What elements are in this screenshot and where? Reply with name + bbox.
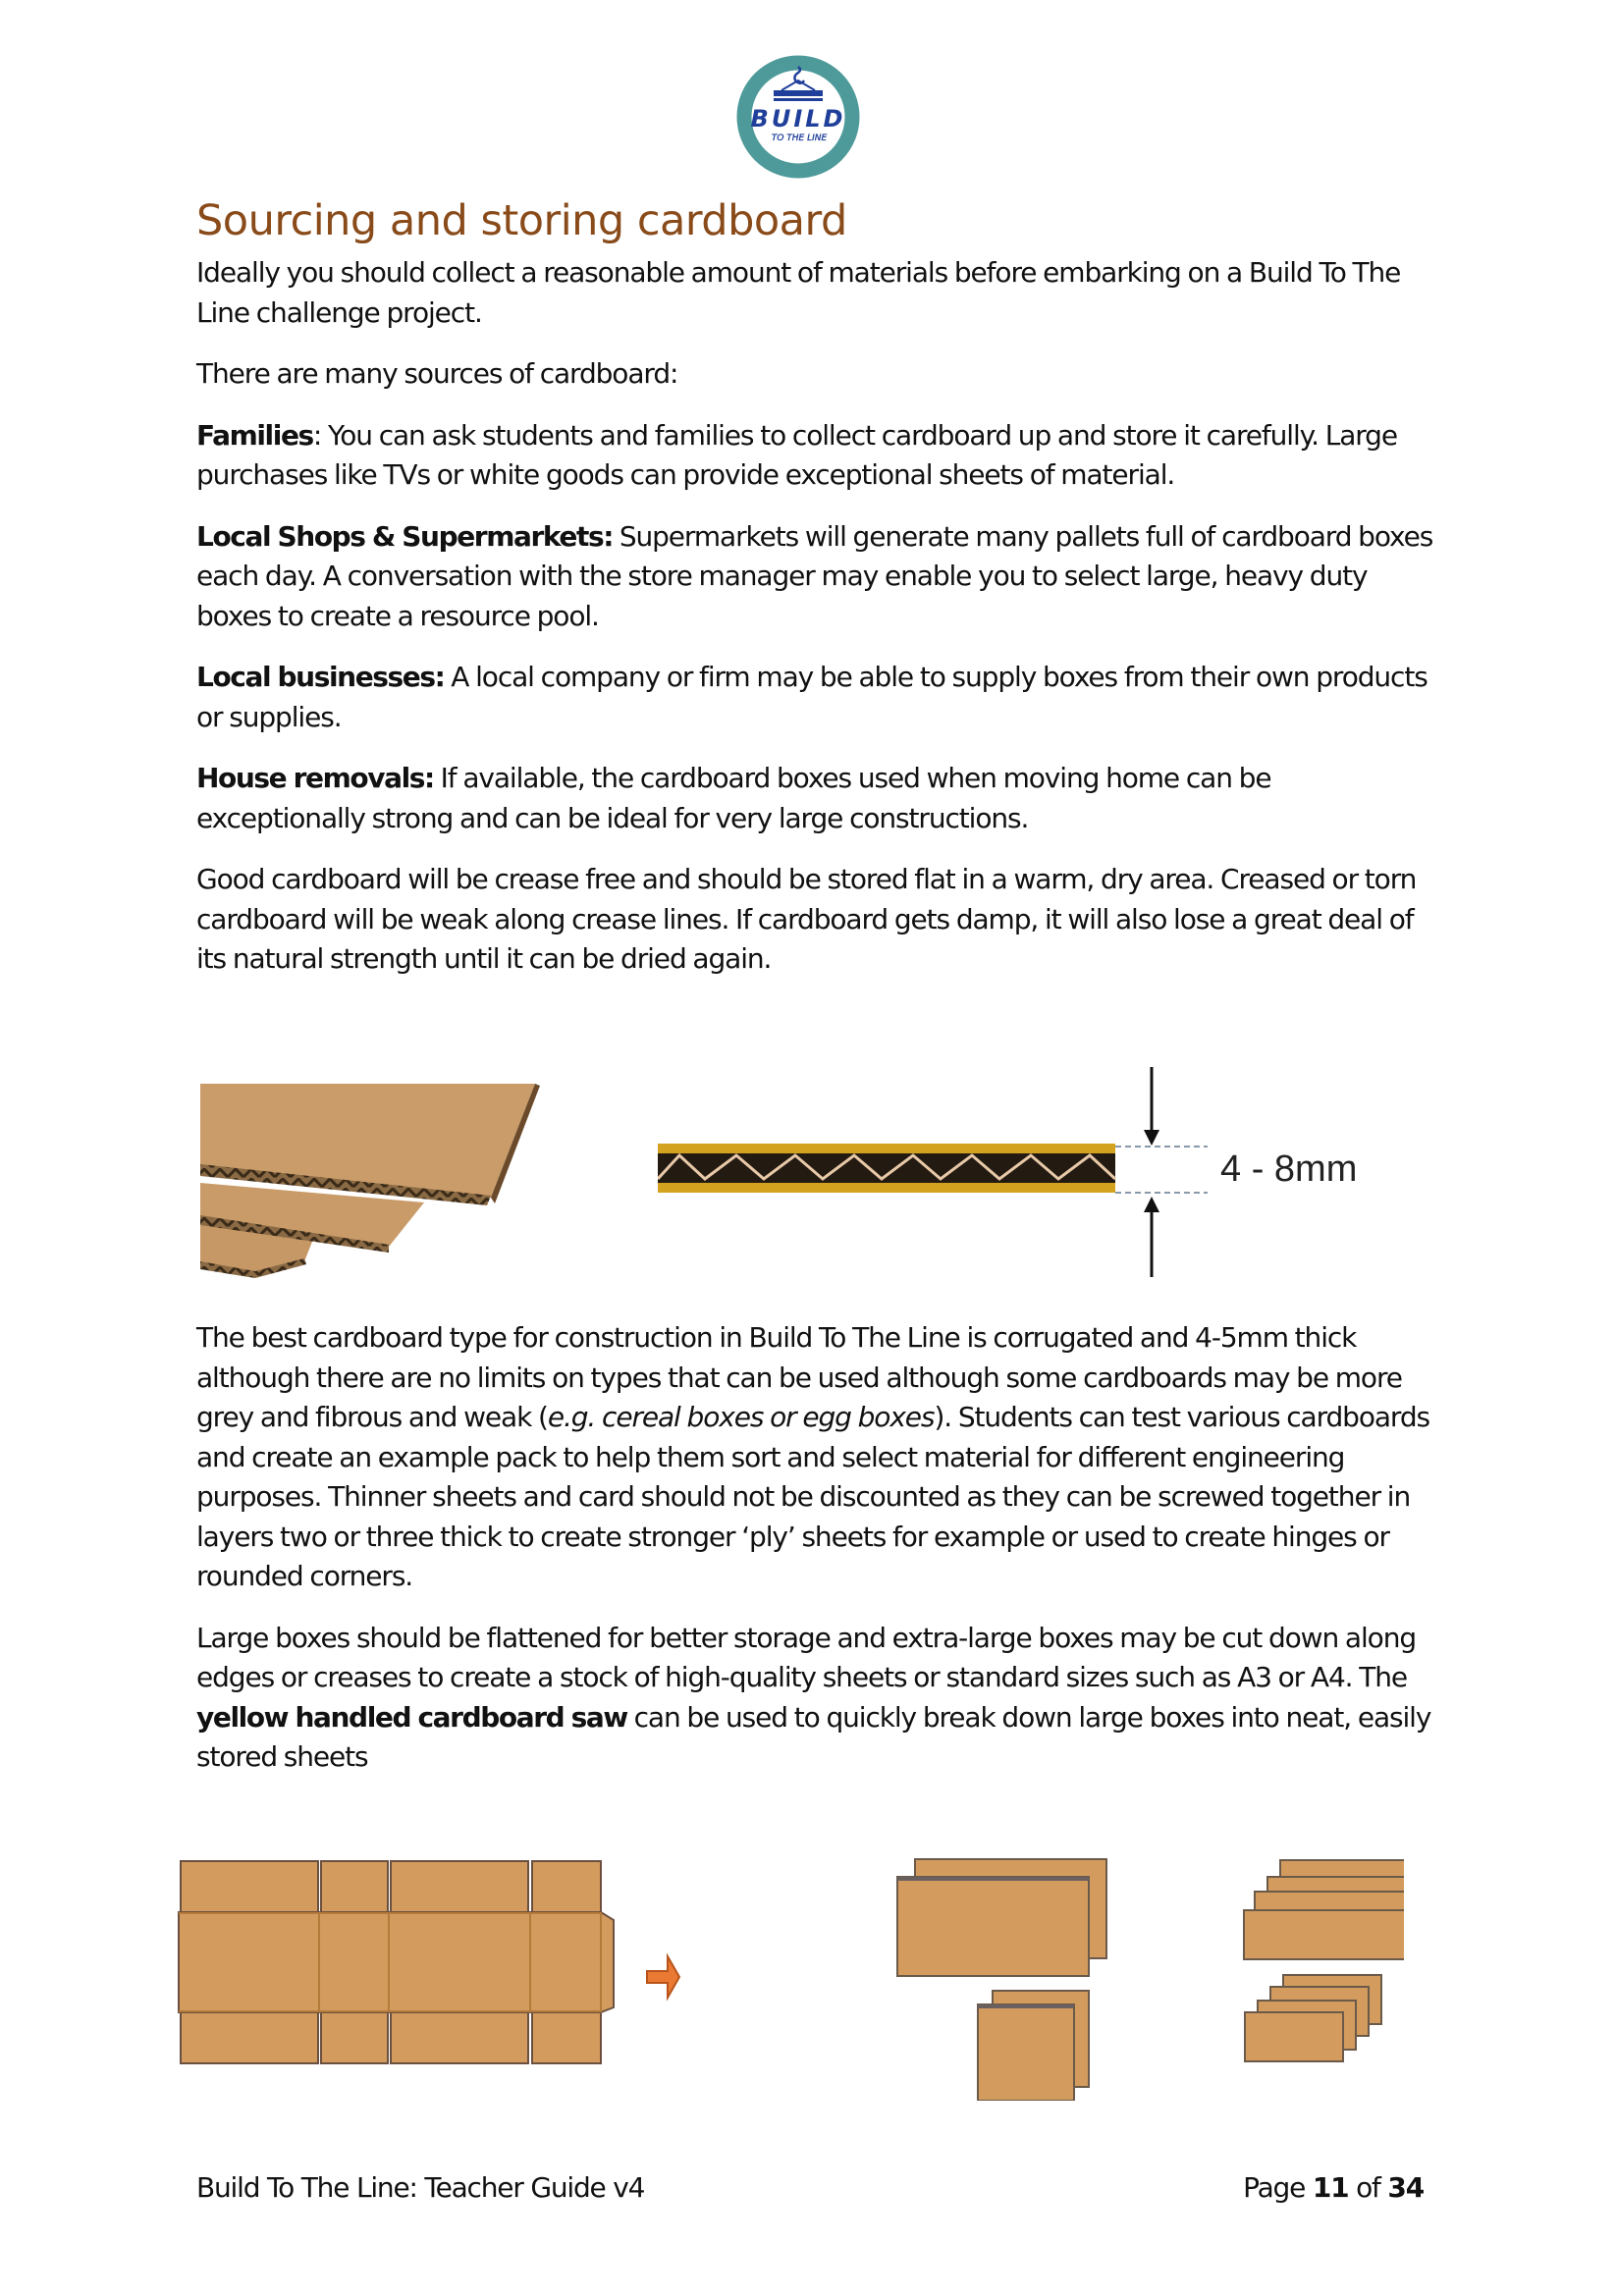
cardboard-saw-highlight: yellow handled cardboard saw xyxy=(196,1700,627,1734)
down-arrow-icon xyxy=(1144,1067,1159,1146)
current-page: 11 xyxy=(1312,2171,1349,2204)
families-text: : You can ask students and families to collect cardboard up and store it carefully. Large purchases like TVs or white goods can provide exceptional sheets of material. xyxy=(196,418,1397,491)
logo-icon xyxy=(734,53,862,181)
best-type-example: e.g. cereal boxes or egg boxes xyxy=(547,1401,935,1433)
cardboard-cross-section-diagram xyxy=(658,1063,1208,1289)
box-breakdown-diagram xyxy=(177,1855,1404,2101)
removals-paragraph xyxy=(196,759,1443,838)
page-title: Sourcing and storing cardboard xyxy=(196,196,847,245)
page-word: Page xyxy=(1243,2171,1306,2204)
businesses-text: A local company or firm may be able to supply boxes from their own products or supplies. xyxy=(196,661,1427,733)
small-sheets-stack xyxy=(1245,1975,1381,2061)
best-type-paragraph xyxy=(196,1318,1443,1597)
removals-label: House removals: xyxy=(196,762,434,794)
intro-paragraph: Ideally you should collect a reasonable amount of materials before embarking on a Build To The Line challenge project. xyxy=(196,256,1401,329)
families-label: Families xyxy=(196,418,313,452)
families-paragraph xyxy=(196,416,1443,496)
flatten-text-2: can be used to quickly break down large boxes into neat, easily stored sheets xyxy=(196,1700,1431,1773)
up-arrow-icon xyxy=(1144,1197,1159,1277)
businesses-label: Local businesses: xyxy=(196,661,445,693)
box-net xyxy=(179,1861,614,2063)
best-type-text-2: ). Students can test various cardboards and create an example pack to help them sort and select material for different engineering purposes. Thinner sheets and card should not be discounted as they can be screwed together in layers two or three thick to create stronger ‘ply’ sheets for example or used to create hinges or rounded corners. xyxy=(196,1401,1430,1592)
total-pages: 34 xyxy=(1387,2171,1424,2204)
right-arrow-icon xyxy=(647,1956,679,1998)
build-to-the-line-logo xyxy=(734,53,862,181)
body-text-top xyxy=(196,253,1443,980)
flatten-paragraph xyxy=(196,1619,1443,1778)
logo-word: BUILD xyxy=(750,105,846,133)
of-word: of xyxy=(1356,2171,1380,2204)
long-strips-stack xyxy=(1244,1860,1404,1959)
corrugated-sheets-photo xyxy=(196,1070,550,1286)
body-text-bottom xyxy=(196,1318,1443,1778)
shops-text: Supermarkets will generate many pallets full of cardboard boxes each day. A conversation with the store manager may enable you to select large, heavy duty boxes to create a resource pool. xyxy=(196,519,1433,632)
logo-subtitle: TO THE LINE xyxy=(771,133,828,143)
large-sheets-stack xyxy=(897,1859,1106,1976)
footer-page-number xyxy=(1243,2171,1424,2204)
footer-document-title: Build To The Line: Teacher Guide v4 xyxy=(196,2171,645,2204)
best-type-text-1: The best cardboard type for construction in Build To The Line is corrugated and 4-5mm thick although there are no limits on types that can be used although some cardboards may be more grey and fibrous and weak ( xyxy=(196,1321,1402,1433)
square-sheets-stack xyxy=(978,1991,1089,2101)
flatten-text-1: Large boxes should be flattened for better storage and extra-large boxes may be cut down along edges or creases to create a stock of high-quality sheets or standard sizes such as A3 or A4. The xyxy=(196,1621,1417,1693)
removals-text: If available, the cardboard boxes used when moving home can be exceptionally strong and can be ideal for very large constructions. xyxy=(196,762,1271,834)
shops-paragraph xyxy=(196,517,1443,637)
shops-label: Local Shops & Supermarkets: xyxy=(196,519,614,553)
sources-intro: There are many sources of cardboard: xyxy=(196,357,678,390)
thickness-label: 4 - 8mm xyxy=(1220,1148,1358,1190)
good-cardboard-paragraph: Good cardboard will be crease free and should be stored flat in a warm, dry area. Creased or torn cardboard will be weak along crease lines. If cardboard gets damp, it will also lose a great deal of its natural strength until it can be dried again. xyxy=(196,863,1417,975)
businesses-paragraph xyxy=(196,658,1443,737)
